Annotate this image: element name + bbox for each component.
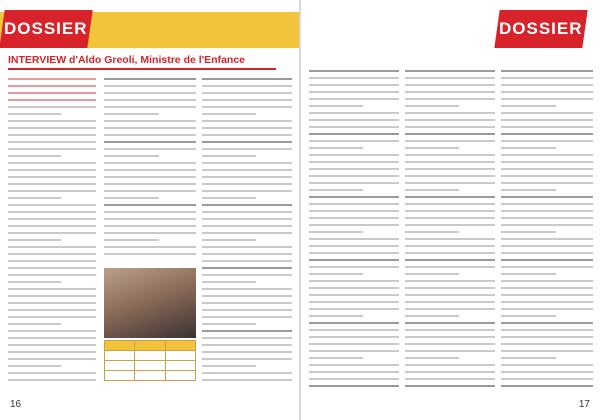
text-line-placeholder xyxy=(104,169,196,171)
text-line-placeholder xyxy=(501,364,593,366)
text-line-placeholder xyxy=(202,134,292,136)
text-line-placeholder xyxy=(501,168,593,170)
text-line-placeholder xyxy=(104,204,196,206)
text-line-placeholder xyxy=(405,343,495,345)
text-line-placeholder xyxy=(405,245,495,247)
text-line-placeholder xyxy=(309,364,399,366)
text-line-placeholder xyxy=(8,232,96,234)
text-line-placeholder xyxy=(405,273,459,275)
text-line-placeholder xyxy=(405,84,495,86)
page-number: 17 xyxy=(578,399,590,410)
text-line-placeholder xyxy=(405,203,495,205)
text-line-placeholder xyxy=(8,183,96,185)
text-line-placeholder xyxy=(501,329,593,331)
text-line-placeholder xyxy=(202,197,256,199)
text-line-placeholder xyxy=(104,141,196,143)
text-line-placeholder xyxy=(309,168,399,170)
text-line-placeholder xyxy=(501,371,593,373)
text-line-placeholder xyxy=(501,140,593,142)
text-line-placeholder xyxy=(8,358,96,360)
text-line-placeholder xyxy=(309,280,399,282)
text-line-placeholder xyxy=(501,308,593,310)
text-line-placeholder xyxy=(309,357,363,359)
text-line-placeholder xyxy=(405,287,495,289)
text-line-placeholder xyxy=(202,99,292,101)
text-line-placeholder xyxy=(104,218,196,220)
text-line-placeholder xyxy=(8,155,61,157)
text-line-placeholder xyxy=(501,259,593,261)
text-line-placeholder xyxy=(8,225,96,227)
text-line-placeholder xyxy=(309,112,399,114)
text-line-placeholder xyxy=(501,84,593,86)
text-line-placeholder xyxy=(309,147,363,149)
section-tab-label: DOSSIER xyxy=(499,19,583,38)
text-line-placeholder xyxy=(202,162,292,164)
text-line-placeholder xyxy=(202,295,292,297)
text-line-placeholder xyxy=(501,105,556,107)
text-line-placeholder xyxy=(309,343,399,345)
text-line-placeholder xyxy=(309,161,399,163)
text-line-placeholder xyxy=(202,351,292,353)
table-cell xyxy=(105,371,135,381)
text-line-placeholder xyxy=(501,161,593,163)
text-line-placeholder xyxy=(309,126,399,128)
text-line-placeholder xyxy=(501,322,593,324)
text-line-placeholder xyxy=(202,323,256,325)
text-line-placeholder xyxy=(8,274,96,276)
text-line-placeholder xyxy=(405,364,495,366)
text-line-placeholder xyxy=(309,378,399,380)
text-line-placeholder xyxy=(104,113,159,115)
text-line-placeholder xyxy=(309,189,363,191)
text-line-placeholder xyxy=(202,148,292,150)
text-line-placeholder xyxy=(8,204,96,206)
text-line-placeholder xyxy=(501,385,593,387)
text-line-placeholder xyxy=(309,98,399,100)
text-line-placeholder xyxy=(405,357,459,359)
text-line-placeholder xyxy=(8,141,96,143)
text-line-placeholder xyxy=(8,78,96,80)
text-line-placeholder xyxy=(405,371,495,373)
table-cell xyxy=(135,351,165,361)
text-line-placeholder xyxy=(501,315,556,317)
section-tab xyxy=(0,10,93,48)
text-line-placeholder xyxy=(202,260,292,262)
text-line-placeholder xyxy=(309,196,399,198)
text-line-placeholder xyxy=(104,239,159,241)
text-column xyxy=(202,78,292,386)
text-line-placeholder xyxy=(8,176,96,178)
text-line-placeholder xyxy=(104,85,196,87)
text-line-placeholder xyxy=(202,358,292,360)
text-line-placeholder xyxy=(309,322,399,324)
text-line-placeholder xyxy=(309,175,399,177)
text-line-placeholder xyxy=(8,302,96,304)
text-line-placeholder xyxy=(309,315,363,317)
text-line-placeholder xyxy=(405,182,495,184)
text-line-placeholder xyxy=(405,259,495,261)
table-cell xyxy=(165,361,195,371)
text-line-placeholder xyxy=(8,330,96,332)
text-line-placeholder xyxy=(8,92,96,94)
text-line-placeholder xyxy=(405,91,495,93)
text-line-placeholder xyxy=(104,176,196,178)
table-cell xyxy=(105,361,135,371)
text-line-placeholder xyxy=(8,351,96,353)
table-cell xyxy=(105,351,135,361)
text-line-placeholder xyxy=(309,140,399,142)
text-line-placeholder xyxy=(405,154,495,156)
text-line-placeholder xyxy=(202,211,292,213)
text-line-placeholder xyxy=(501,357,556,359)
text-line-placeholder xyxy=(202,253,292,255)
text-line-placeholder xyxy=(202,309,292,311)
text-line-placeholder xyxy=(309,238,399,240)
text-line-placeholder xyxy=(309,217,399,219)
text-line-placeholder xyxy=(405,224,495,226)
text-line-placeholder xyxy=(309,385,399,387)
text-line-placeholder xyxy=(202,281,256,283)
text-line-placeholder xyxy=(501,154,593,156)
text-line-placeholder xyxy=(309,203,399,205)
text-line-placeholder xyxy=(405,196,495,198)
text-line-placeholder xyxy=(405,322,495,324)
text-line-placeholder xyxy=(104,120,196,122)
text-line-placeholder xyxy=(405,378,495,380)
text-line-placeholder xyxy=(8,106,96,108)
title-rule xyxy=(8,68,276,70)
text-line-placeholder xyxy=(309,371,399,373)
text-line-placeholder xyxy=(405,294,495,296)
text-line-placeholder xyxy=(202,155,256,157)
text-line-placeholder xyxy=(104,190,196,192)
text-line-placeholder xyxy=(202,120,292,122)
text-line-placeholder xyxy=(405,70,495,72)
text-line-placeholder xyxy=(501,126,593,128)
text-line-placeholder xyxy=(202,85,292,87)
text-line-placeholder xyxy=(501,70,593,72)
text-line-placeholder xyxy=(202,379,292,381)
article-title: INTERVIEW d'Aldo Greoli, Ministre de l'Enfance xyxy=(8,54,245,66)
text-line-placeholder xyxy=(8,113,61,115)
text-line-placeholder xyxy=(104,162,196,164)
text-line-placeholder xyxy=(202,106,292,108)
text-line-placeholder xyxy=(202,239,256,241)
text-line-placeholder xyxy=(202,246,292,248)
text-line-placeholder xyxy=(104,106,196,108)
text-line-placeholder xyxy=(309,84,399,86)
text-line-placeholder xyxy=(8,85,96,87)
text-column xyxy=(501,70,593,392)
text-line-placeholder xyxy=(405,329,495,331)
text-line-placeholder xyxy=(501,343,593,345)
text-line-placeholder xyxy=(104,155,159,157)
text-line-placeholder xyxy=(104,134,196,136)
text-line-placeholder xyxy=(501,224,593,226)
text-line-placeholder xyxy=(8,260,96,262)
text-line-placeholder xyxy=(405,105,459,107)
text-line-placeholder xyxy=(8,162,96,164)
text-line-placeholder xyxy=(104,225,196,227)
text-line-placeholder xyxy=(309,308,399,310)
text-line-placeholder xyxy=(104,197,159,199)
text-line-placeholder xyxy=(202,337,292,339)
table-row xyxy=(105,371,196,381)
text-line-placeholder xyxy=(405,119,495,121)
text-line-placeholder xyxy=(104,127,196,129)
text-line-placeholder xyxy=(309,154,399,156)
table-cell xyxy=(135,371,165,381)
text-line-placeholder xyxy=(104,232,196,234)
text-line-placeholder xyxy=(405,140,495,142)
text-line-placeholder xyxy=(202,169,292,171)
text-line-placeholder xyxy=(202,372,292,374)
text-line-placeholder xyxy=(202,218,292,220)
text-line-placeholder xyxy=(202,204,292,206)
text-line-placeholder xyxy=(309,336,399,338)
text-line-placeholder xyxy=(202,344,292,346)
text-line-placeholder xyxy=(104,148,196,150)
text-line-placeholder xyxy=(501,231,556,233)
text-line-placeholder xyxy=(501,77,593,79)
text-line-placeholder xyxy=(501,98,593,100)
text-column xyxy=(8,78,96,386)
text-line-placeholder xyxy=(405,168,495,170)
text-line-placeholder xyxy=(8,379,96,381)
text-line-placeholder xyxy=(405,217,495,219)
text-column xyxy=(309,70,399,392)
text-line-placeholder xyxy=(309,105,363,107)
text-line-placeholder xyxy=(8,239,61,241)
text-line-placeholder xyxy=(501,273,556,275)
text-line-placeholder xyxy=(501,238,593,240)
text-column xyxy=(104,78,196,260)
text-line-placeholder xyxy=(8,267,96,269)
text-line-placeholder xyxy=(405,266,495,268)
text-line-placeholder xyxy=(405,77,495,79)
text-line-placeholder xyxy=(8,316,96,318)
text-line-placeholder xyxy=(309,266,399,268)
text-line-placeholder xyxy=(104,183,196,185)
text-line-placeholder xyxy=(8,337,96,339)
text-line-placeholder xyxy=(8,190,96,192)
text-line-placeholder xyxy=(501,112,593,114)
table-cell xyxy=(165,371,195,381)
section-tab-label: DOSSIER xyxy=(4,19,88,38)
text-line-placeholder xyxy=(309,231,363,233)
text-line-placeholder xyxy=(501,203,593,205)
text-line-placeholder xyxy=(8,344,96,346)
text-line-placeholder xyxy=(309,210,399,212)
text-line-placeholder xyxy=(8,197,61,199)
text-line-placeholder xyxy=(8,323,61,325)
text-line-placeholder xyxy=(202,225,292,227)
text-line-placeholder xyxy=(405,385,495,387)
text-line-placeholder xyxy=(8,246,96,248)
text-line-placeholder xyxy=(501,252,593,254)
text-line-placeholder xyxy=(405,301,495,303)
text-line-placeholder xyxy=(501,196,593,198)
text-line-placeholder xyxy=(309,287,399,289)
page-number: 16 xyxy=(10,399,22,410)
text-line-placeholder xyxy=(8,99,96,101)
minister-photo xyxy=(104,268,196,338)
text-line-placeholder xyxy=(309,329,399,331)
text-line-placeholder xyxy=(8,281,61,283)
text-line-placeholder xyxy=(501,182,593,184)
text-line-placeholder xyxy=(104,211,196,213)
left-page xyxy=(0,0,299,420)
text-line-placeholder xyxy=(501,175,593,177)
text-line-placeholder xyxy=(104,253,196,255)
text-line-placeholder xyxy=(309,224,399,226)
text-line-placeholder xyxy=(202,316,292,318)
text-line-placeholder xyxy=(309,77,399,79)
text-line-placeholder xyxy=(501,210,593,212)
text-line-placeholder xyxy=(405,112,495,114)
text-line-placeholder xyxy=(309,91,399,93)
text-line-placeholder xyxy=(8,127,96,129)
text-line-placeholder xyxy=(8,372,96,374)
text-line-placeholder xyxy=(501,336,593,338)
text-line-placeholder xyxy=(8,365,61,367)
text-line-placeholder xyxy=(405,280,495,282)
text-line-placeholder xyxy=(104,78,196,80)
text-line-placeholder xyxy=(501,147,556,149)
text-line-placeholder xyxy=(405,189,459,191)
text-line-placeholder xyxy=(501,378,593,380)
text-line-placeholder xyxy=(405,133,495,135)
table-row xyxy=(105,351,196,361)
text-line-placeholder xyxy=(405,161,495,163)
text-line-placeholder xyxy=(8,253,96,255)
text-line-placeholder xyxy=(501,350,593,352)
text-line-placeholder xyxy=(309,273,363,275)
text-line-placeholder xyxy=(8,120,96,122)
text-line-placeholder xyxy=(202,113,256,115)
table-cell xyxy=(165,341,195,351)
text-line-placeholder xyxy=(309,301,399,303)
text-line-placeholder xyxy=(501,287,593,289)
text-line-placeholder xyxy=(202,176,292,178)
text-line-placeholder xyxy=(309,350,399,352)
text-line-placeholder xyxy=(405,308,495,310)
text-line-placeholder xyxy=(202,190,292,192)
table-row xyxy=(105,361,196,371)
text-line-placeholder xyxy=(8,134,96,136)
text-line-placeholder xyxy=(202,288,292,290)
text-line-placeholder xyxy=(405,336,495,338)
text-line-placeholder xyxy=(501,91,593,93)
text-line-placeholder xyxy=(501,189,556,191)
text-line-placeholder xyxy=(501,301,593,303)
text-line-placeholder xyxy=(405,315,459,317)
text-line-placeholder xyxy=(405,210,495,212)
text-line-placeholder xyxy=(8,218,96,220)
text-line-placeholder xyxy=(501,294,593,296)
text-line-placeholder xyxy=(309,294,399,296)
text-line-placeholder xyxy=(202,78,292,80)
text-line-placeholder xyxy=(501,280,593,282)
text-line-placeholder xyxy=(405,252,495,254)
text-line-placeholder xyxy=(405,231,459,233)
table-header-row xyxy=(105,341,196,351)
text-line-placeholder xyxy=(405,147,459,149)
text-line-placeholder xyxy=(309,133,399,135)
text-line-placeholder xyxy=(104,246,196,248)
text-line-placeholder xyxy=(501,133,593,135)
text-line-placeholder xyxy=(202,274,292,276)
text-line-placeholder xyxy=(405,238,495,240)
text-column xyxy=(405,70,495,392)
text-line-placeholder xyxy=(104,99,196,101)
text-line-placeholder xyxy=(501,266,593,268)
section-tab xyxy=(494,10,587,48)
text-line-placeholder xyxy=(309,245,399,247)
text-line-placeholder xyxy=(309,259,399,261)
text-line-placeholder xyxy=(405,126,495,128)
text-line-placeholder xyxy=(104,92,196,94)
text-line-placeholder xyxy=(202,330,292,332)
text-line-placeholder xyxy=(309,119,399,121)
table-cell xyxy=(165,351,195,361)
text-line-placeholder xyxy=(501,245,593,247)
text-line-placeholder xyxy=(8,288,96,290)
text-line-placeholder xyxy=(405,98,495,100)
text-line-placeholder xyxy=(8,295,96,297)
text-line-placeholder xyxy=(202,141,292,143)
text-line-placeholder xyxy=(8,148,96,150)
text-line-placeholder xyxy=(405,175,495,177)
text-line-placeholder xyxy=(202,267,292,269)
text-line-placeholder xyxy=(501,217,593,219)
text-line-placeholder xyxy=(405,350,495,352)
text-line-placeholder xyxy=(202,183,292,185)
text-line-placeholder xyxy=(501,119,593,121)
text-line-placeholder xyxy=(309,182,399,184)
text-line-placeholder xyxy=(8,169,96,171)
table-cell xyxy=(135,361,165,371)
text-line-placeholder xyxy=(8,211,96,213)
text-line-placeholder xyxy=(309,70,399,72)
budget-table xyxy=(104,340,196,381)
table-cell xyxy=(135,341,165,351)
table-cell xyxy=(105,341,135,351)
text-line-placeholder xyxy=(8,309,96,311)
text-line-placeholder xyxy=(309,252,399,254)
right-page xyxy=(301,0,600,420)
text-line-placeholder xyxy=(202,232,292,234)
text-line-placeholder xyxy=(202,365,256,367)
text-line-placeholder xyxy=(202,92,292,94)
text-line-placeholder xyxy=(202,127,292,129)
text-line-placeholder xyxy=(202,302,292,304)
